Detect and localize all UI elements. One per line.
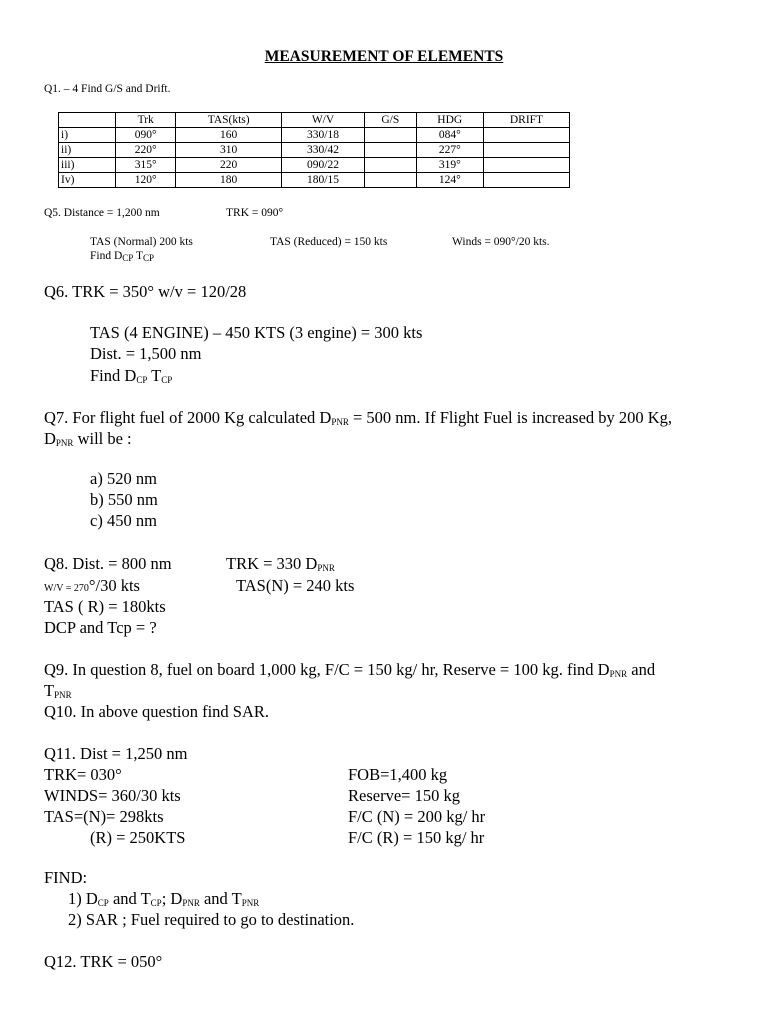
q5-distance: Q5. Distance = 1,200 nm: [44, 207, 160, 219]
q6-tas: TAS (4 ENGINE) – 450 KTS (3 engine) = 300 kts: [90, 323, 423, 342]
table-cell: i): [59, 128, 116, 143]
q5-tas-normal: TAS (Normal) 200 kts: [90, 236, 193, 248]
q8-ask: DCP and Tcp = ?: [44, 618, 157, 637]
table-cell: 227°: [416, 143, 483, 158]
q6-find: Find $D_{CP}$ $T_{CP}$: [90, 366, 173, 385]
q7-question: Q7. For flight fuel of 2000 Kg calculated $D_{PNR} = 500$ nm. If Flight Fuel is increased by 200 Kg,: [44, 408, 673, 427]
table-row: [59, 128, 570, 143]
q5-track: TRK = 090°: [226, 207, 284, 219]
find-item-1: 1) $D_{CP}$ and $T_{CP}$; $D_{PNR}$ and $T_{PNR}$: [68, 889, 260, 908]
table-cell: 180: [176, 173, 282, 188]
q11-fc-normal: F/C (N) = 200 kg/ hr: [348, 807, 486, 826]
page-title: MEASUREMENT OF ELEMENTS: [264, 48, 504, 65]
q6-dist: Dist. = 1,500 nm: [90, 344, 202, 363]
table-cell: [483, 128, 569, 143]
q12-question: Q12. TRK = 050°: [44, 952, 163, 971]
q11-dist: Q11. Dist = 1,250 nm: [44, 744, 188, 763]
q11-fc-reduced: F/C (R) = 150 kg/ hr: [348, 828, 485, 847]
q1-heading: Q1. – 4 Find G/S and Drift.: [44, 83, 171, 95]
table-cell: 319°: [416, 158, 483, 173]
table-cell: 124°: [416, 173, 483, 188]
table-cell: [365, 143, 417, 158]
q11-reserve: Reserve= 150 kg: [348, 786, 460, 805]
q5-find: Find $D_{CP}$ $T_{CP}$: [90, 250, 155, 263]
q8-track: TRK = 330 $D_{PNR}$: [226, 554, 335, 573]
table-header-row: [59, 113, 570, 128]
q11-tas-normal: TAS=(N)= 298kts: [44, 807, 164, 826]
q8-tas-normal: TAS(N) = 240 kts: [236, 576, 355, 595]
table-cell: 315°: [116, 158, 176, 173]
table-cell: 220°: [116, 143, 176, 158]
table-cell: 090/22: [281, 158, 364, 173]
q7-option-a: a) 520 nm: [90, 469, 157, 488]
table-cell: 220: [176, 158, 282, 173]
table-cell: iii): [59, 158, 116, 173]
table-cell: [365, 173, 417, 188]
q8-dist: Q8. Dist. = 800 nm: [44, 554, 172, 573]
table-cell: [483, 143, 569, 158]
table-cell: 160: [176, 128, 282, 143]
wind-triangle-table: [58, 112, 570, 188]
q9-question: Q9. In question 8, fuel on board 1,000 kg, F/C = 150 kg/ hr, Reserve = 100 kg. find $D_{PNR}$ and: [44, 660, 656, 679]
q7-question-cont: $D_{PNR}$ will be :: [44, 429, 132, 448]
table-cell: 180/15: [281, 173, 364, 188]
q10-question: Q10. In above question find SAR.: [44, 702, 270, 721]
table-row: [59, 158, 570, 173]
col-header: HDG: [416, 113, 483, 128]
table-cell: 084°: [416, 128, 483, 143]
q9-question-cont: $T_{PNR}$: [44, 681, 72, 700]
q7-option-b: b) 550 nm: [90, 490, 158, 509]
table-cell: 330/18: [281, 128, 364, 143]
q11-track: TRK= 030°: [44, 765, 122, 784]
q5-tas-reduced: TAS (Reduced) = 150 kts: [270, 236, 388, 248]
col-header: [59, 113, 116, 128]
table-row: [59, 143, 570, 158]
q7-option-c: c) 450 nm: [90, 511, 157, 530]
table-cell: [483, 158, 569, 173]
table-cell: [365, 128, 417, 143]
table-cell: 120°: [116, 173, 176, 188]
find-label: FIND:: [44, 868, 88, 887]
q11-winds: WINDS= 360/30 kts: [44, 786, 181, 805]
table-cell: [483, 173, 569, 188]
table-cell: 330/42: [281, 143, 364, 158]
table-cell: [365, 158, 417, 173]
col-header: W/V: [281, 113, 364, 128]
col-header: Trk: [116, 113, 176, 128]
q8-tas-reduced: TAS ( R) = 180kts: [44, 597, 166, 616]
table-cell: 310: [176, 143, 282, 158]
table-cell: 090°: [116, 128, 176, 143]
q11-tas-reduced: (R) = 250KTS: [90, 828, 186, 847]
col-header: DRIFT: [483, 113, 569, 128]
find-item-2: 2) SAR ; Fuel required to go to destination.: [68, 910, 355, 929]
table-row: [59, 173, 570, 188]
q8-wind: W/V = 270°/30 kts: [44, 576, 140, 595]
q6-line: Q6. TRK = 350° w/v = 120/28: [44, 282, 247, 301]
col-header: TAS(kts): [176, 113, 282, 128]
q5-winds: Winds = 090°/20 kts.: [452, 236, 550, 248]
table-cell: ii): [59, 143, 116, 158]
table-cell: Iv): [59, 173, 116, 188]
col-header: G/S: [365, 113, 417, 128]
q11-fob: FOB=1,400 kg: [348, 765, 448, 784]
